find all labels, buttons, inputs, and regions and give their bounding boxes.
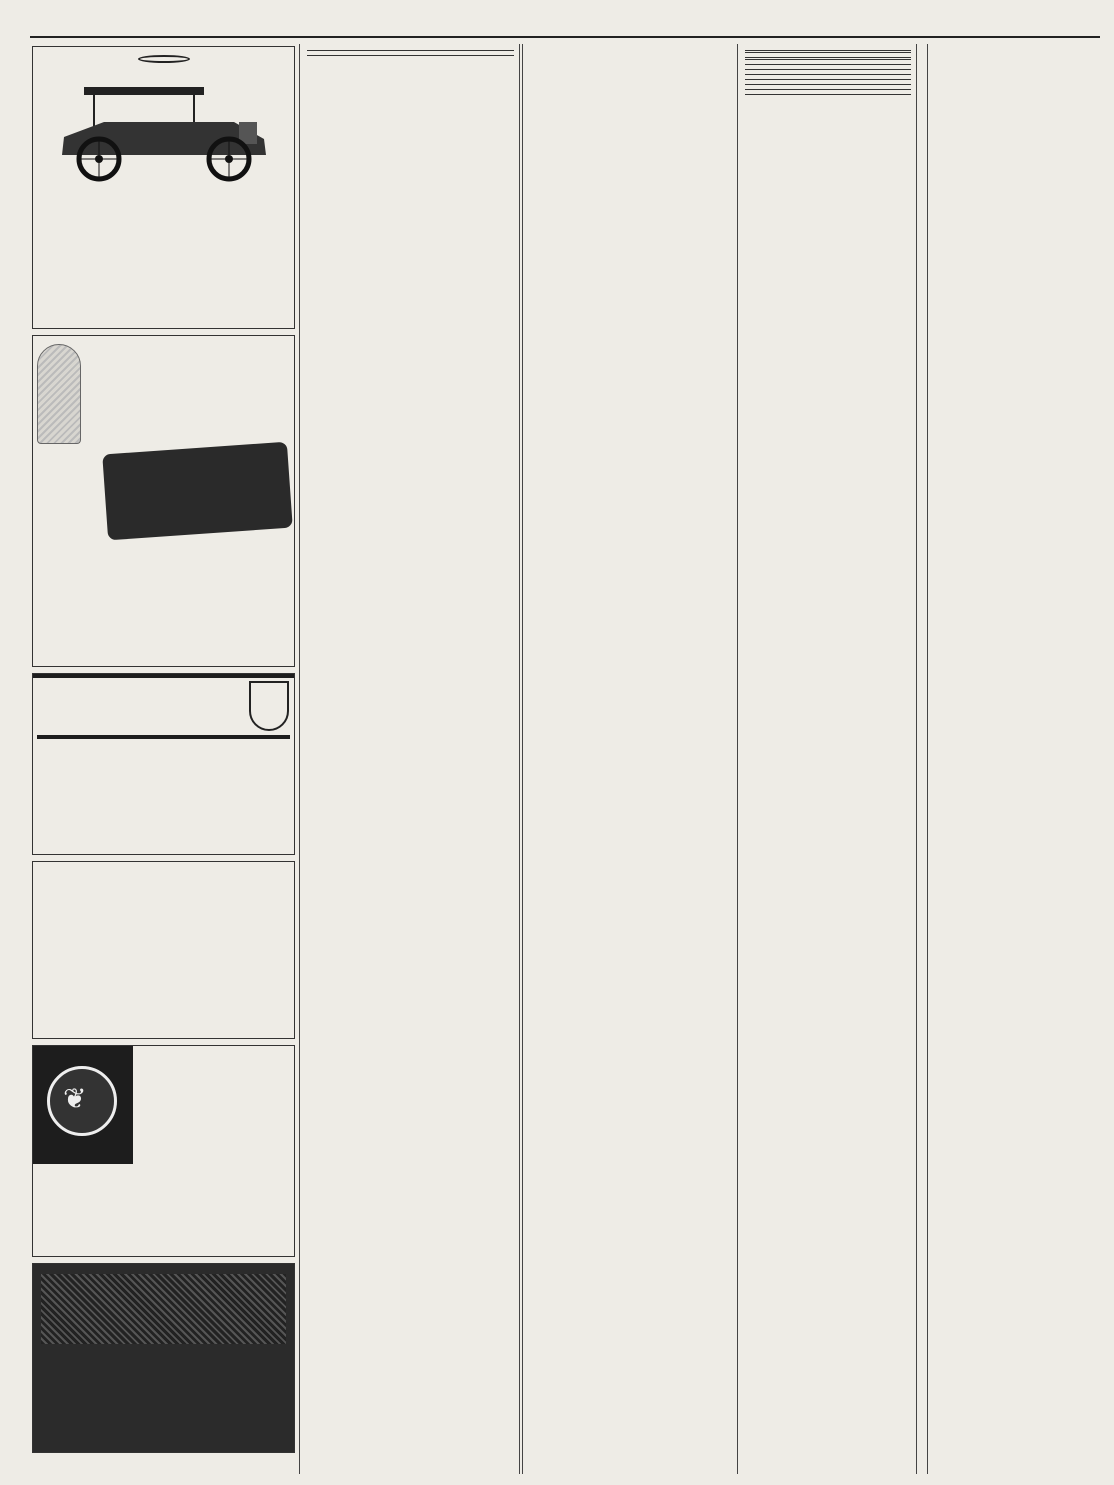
column-lions-share: [302, 44, 520, 1474]
plume-emblem: [33, 1046, 133, 1164]
seigel-badge: [249, 681, 289, 731]
ford-advert: [32, 46, 295, 329]
watsons-bottle-art: [41, 1274, 286, 1344]
column-news: [522, 44, 738, 1474]
rexona-woman-portrait: [37, 344, 81, 444]
watsons-advert: [32, 1263, 295, 1453]
watsons-top: [33, 1264, 294, 1268]
plume-feather-icon: ❦: [63, 1082, 87, 1115]
column-second-edition: [740, 44, 917, 1474]
rexona-soap-tin: [102, 442, 293, 541]
ford-logo: [138, 55, 190, 63]
seigel-body: [38, 681, 245, 731]
masthead: [30, 8, 1100, 38]
column-advertisements-left: [30, 44, 300, 1474]
seigel-syrup-name: [37, 735, 290, 739]
rexona-advert: [32, 335, 295, 667]
rexona-side-text: [37, 448, 99, 534]
plume-advert: [32, 1045, 295, 1257]
ford-car-illustration: [44, 67, 284, 185]
column-ads-mid: [919, 44, 928, 1474]
column-war-news: [522, 44, 523, 1474]
seigel-advert: [32, 673, 295, 855]
plume-body: [33, 1164, 294, 1170]
lloyd-advert: [32, 861, 295, 1039]
